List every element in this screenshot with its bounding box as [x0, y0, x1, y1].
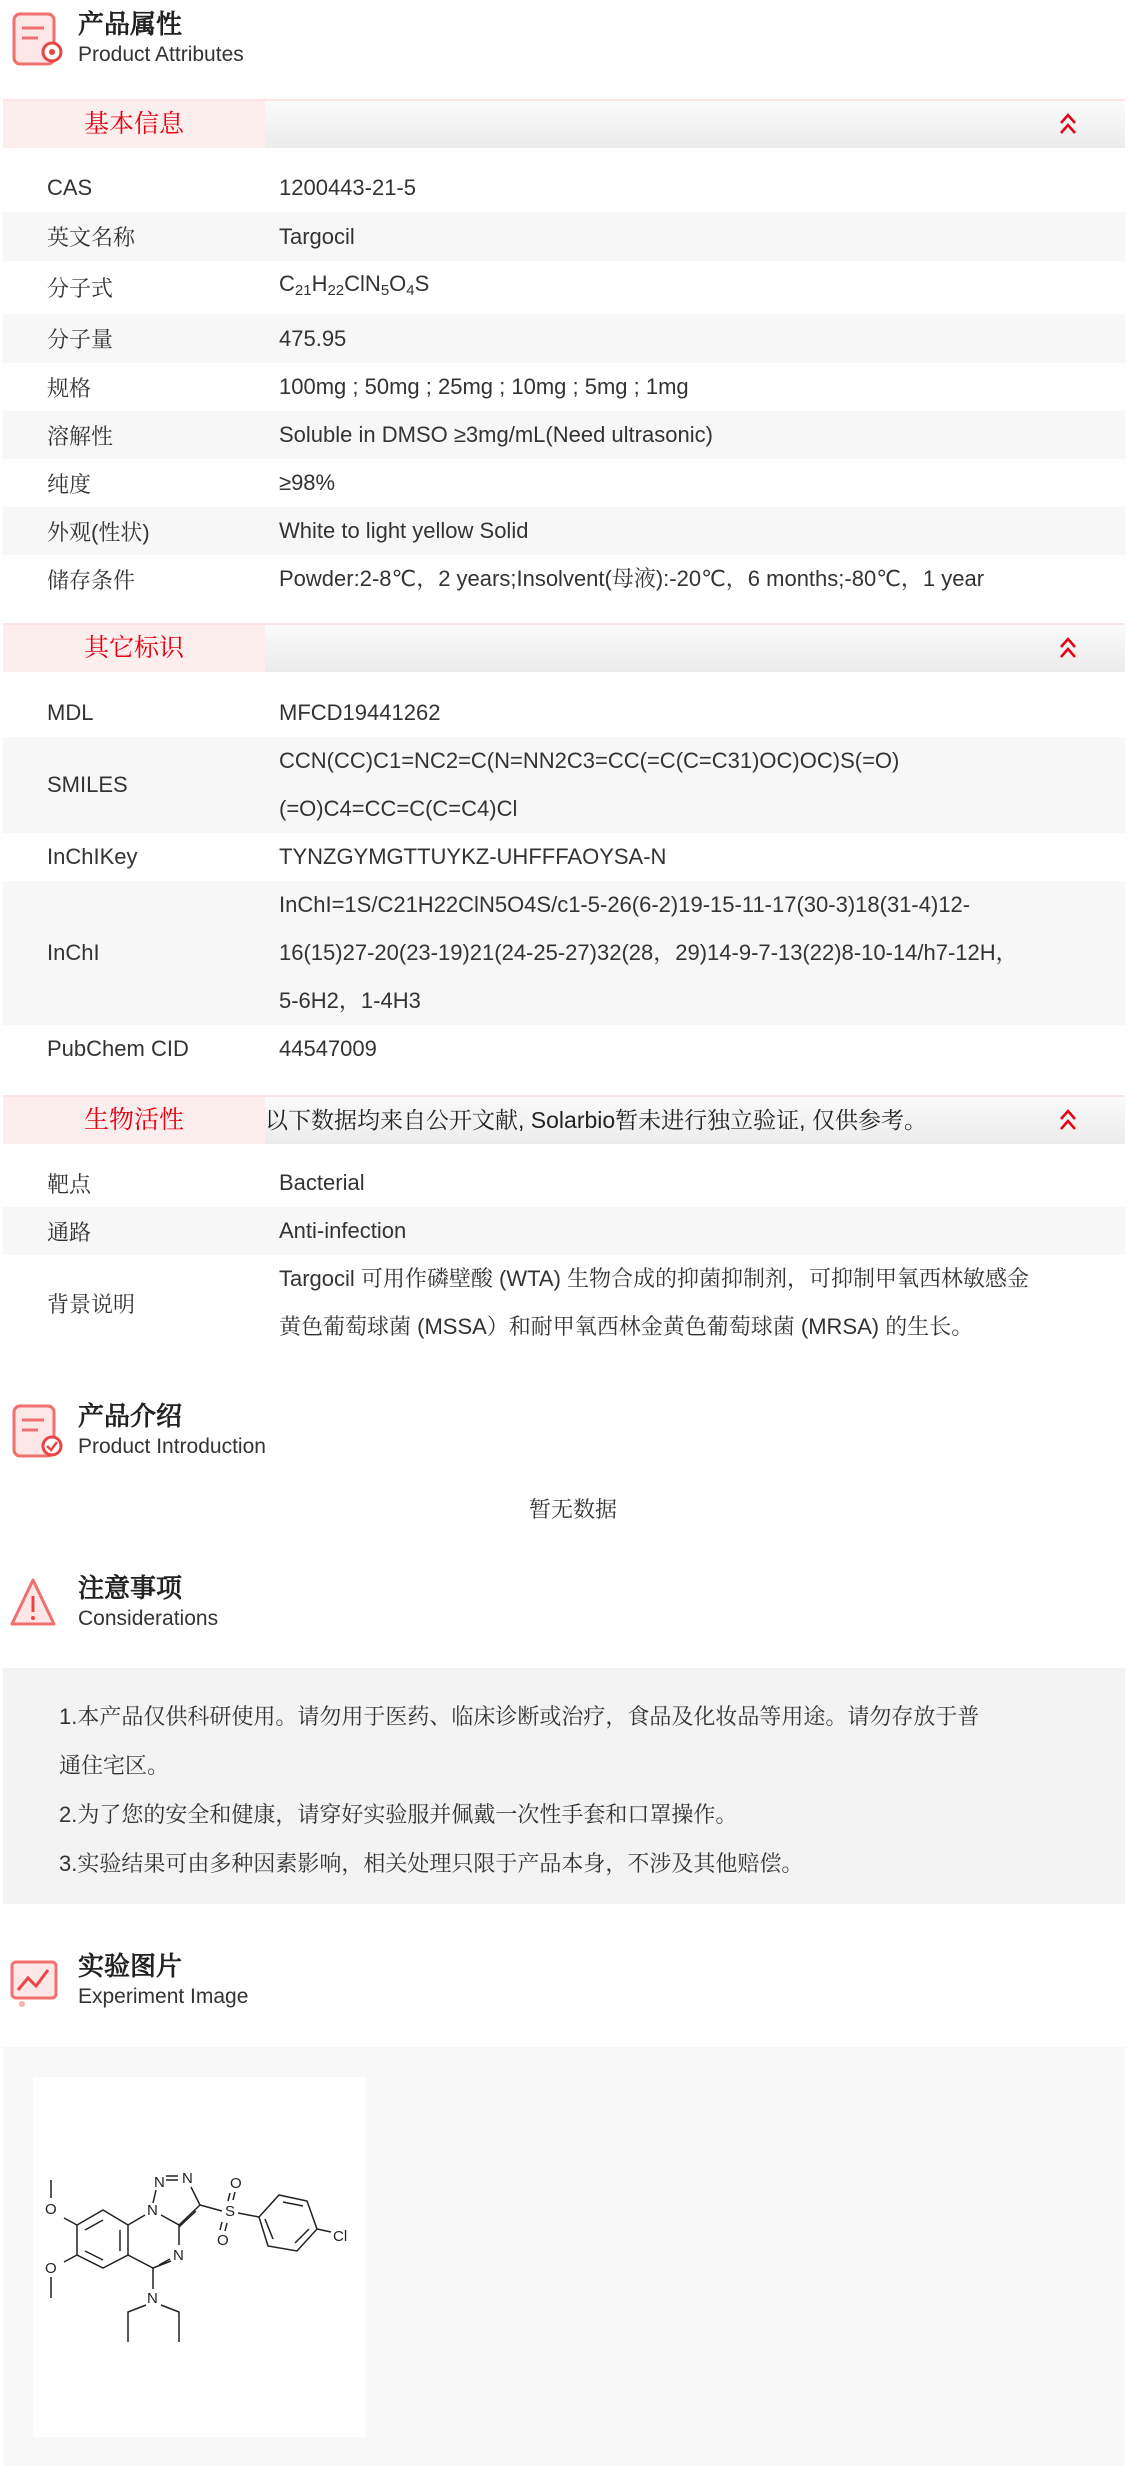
table-row — [3, 881, 1125, 1025]
table-row — [3, 833, 1125, 881]
row-label: 背景说明 — [47, 1291, 136, 1317]
no-data-text: 暂无数据 — [528, 1497, 617, 1522]
table-row — [3, 411, 1125, 459]
value-line: 100mg ; 50mg ; 25mg ; 10mg ; 5mg ; 1mg — [279, 374, 689, 399]
formula-part: ClN — [344, 271, 381, 296]
row-label: 英文名称 — [47, 225, 136, 250]
row-value — [279, 363, 1119, 411]
table-row — [3, 363, 1125, 411]
row-label: MDL — [47, 700, 94, 725]
atom-label: O — [217, 2232, 229, 2249]
section-title: 产品介绍 — [78, 1401, 183, 1431]
value-line: 黄色葡萄球菌 (MSSA）和耐甲氧西林金黄色葡萄球菌 (MRSA) 的生长。 — [279, 1314, 974, 1339]
table-row — [3, 314, 1125, 363]
row-label: CAS — [47, 174, 93, 200]
row-value — [279, 1159, 1119, 1207]
row-label: SMILES — [47, 772, 128, 797]
row-value — [279, 459, 1119, 507]
table-row — [3, 261, 1125, 314]
section-title: 实验图片 — [78, 1951, 183, 1981]
bio-activity-bar[interactable] — [3, 1095, 1125, 1144]
table-row — [3, 212, 1125, 261]
row-value — [279, 163, 1119, 212]
section-subtitle: Experiment Image — [78, 1985, 249, 2008]
row-value — [279, 555, 1119, 603]
value-line: ≥98% — [279, 470, 336, 495]
row-value — [279, 1207, 1119, 1255]
consideration-line: 1.本产品仅供科研使用。请勿用于医药、临床诊断或治疗，食品及化妆品等用途。请勿存放于普 — [59, 1704, 980, 1729]
value-line: 5-6H2，1-4H3 — [279, 988, 421, 1013]
other-identifiers-bar[interactable] — [3, 623, 1125, 672]
collapse-chevron-icon[interactable] — [1057, 111, 1079, 137]
row-value — [279, 261, 1119, 314]
row-value — [279, 833, 1119, 881]
row-value — [279, 507, 1119, 555]
table-row — [3, 1025, 1125, 1073]
row-value — [279, 1255, 1119, 1351]
value-line: CCN(CC)C1=NC2=C(N=NN2C3=CC(=C(C=C31)OC)OC)S(=O) — [279, 748, 900, 773]
document-check-icon — [8, 1400, 68, 1462]
section-subtitle: Product Attributes — [78, 43, 244, 66]
tab-bio-activity[interactable]: 生物活性 — [3, 1097, 265, 1144]
formula-part: O — [389, 271, 407, 296]
row-label: 分子量 — [47, 327, 114, 352]
formula-part: S — [414, 271, 430, 296]
table-row — [3, 507, 1125, 555]
atom-label: N — [182, 2170, 193, 2187]
value-line: MFCD19441262 — [279, 700, 441, 725]
warning-icon — [8, 1572, 68, 1634]
row-label: 靶点 — [47, 1171, 92, 1197]
tab-basic-info[interactable]: 基本信息 — [3, 101, 265, 148]
section-subtitle: Product Introduction — [78, 1435, 266, 1458]
row-label: InChI — [47, 940, 100, 965]
document-gear-icon — [8, 8, 68, 70]
table-row — [3, 689, 1125, 737]
table-row — [3, 459, 1125, 507]
formula-part: C — [279, 271, 295, 296]
value-line: InChI=1S/C21H22ClN5O4S/c1-5-26(6-2)19-15-11-17(30-3)18(31-4)12- — [279, 892, 971, 917]
table-row — [3, 737, 1125, 833]
row-label: 外观(性状) — [47, 519, 150, 545]
collapse-chevron-icon[interactable] — [1057, 635, 1079, 661]
formula-part: 4 — [406, 282, 415, 299]
row-value — [279, 737, 1119, 833]
value-line: Targocil 可用作磷壁酸 (WTA) 生物合成的抑菌抑制剂，可抑制甲氧西林敏感金 — [279, 1266, 1030, 1291]
experiment-image-header — [8, 1950, 608, 2014]
row-label: 规格 — [47, 375, 92, 401]
considerations-header — [8, 1572, 608, 1636]
row-label: InChIKey — [47, 844, 138, 869]
row-label: 储存条件 — [47, 567, 136, 593]
row-value — [279, 411, 1119, 459]
atom-label: N — [147, 2290, 158, 2307]
formula-part: 21 — [294, 282, 312, 299]
value-line: 44547009 — [279, 1036, 377, 1061]
value-line: (=O)C4=CC=C(C=C4)Cl — [279, 796, 518, 821]
row-label: 通路 — [47, 1219, 92, 1245]
value-line: 475.95 — [279, 325, 347, 351]
experiment-image-area — [3, 2047, 1125, 2466]
collapse-chevron-icon[interactable] — [1057, 1107, 1079, 1133]
atom-label: O — [45, 2260, 57, 2277]
atom-label: N — [173, 2247, 184, 2264]
disclaimer-note: 以下数据均来自公开文献, Solarbio暂未进行独立验证, 仅供参考。 — [265, 1107, 927, 1133]
value-line: Bacterial — [279, 1170, 365, 1195]
row-label: 分子式 — [47, 276, 114, 301]
structure-image[interactable] — [33, 2077, 365, 2437]
row-label: 溶解性 — [47, 423, 114, 449]
atom-label: S — [225, 2203, 236, 2220]
table-row — [3, 163, 1125, 212]
product-intro-header — [8, 1400, 608, 1464]
basic-info-bar[interactable] — [3, 99, 1125, 148]
atom-label: O — [45, 2201, 57, 2218]
row-label: PubChem CID — [47, 1036, 189, 1061]
value-line: Anti-infection — [279, 1218, 407, 1243]
value-line: Targocil — [279, 223, 355, 249]
row-value — [279, 881, 1119, 1025]
considerations-box — [3, 1668, 1125, 1904]
formula-part: 22 — [327, 282, 345, 299]
row-value — [279, 689, 1119, 737]
row-value — [279, 212, 1119, 261]
value-line: White to light yellow Solid — [279, 518, 529, 543]
value-line: 16(15)27-20(23-19)21(24-25-27)32(28，29)14-9-7-13(22)8-10-14/h7-12H， — [279, 940, 1018, 965]
table-row — [3, 1207, 1125, 1255]
tab-other-identifiers[interactable]: 其它标识 — [3, 625, 265, 672]
row-value — [279, 314, 1119, 363]
atom-label: N — [147, 2202, 158, 2219]
table-row — [3, 1159, 1125, 1207]
chemical-structure — [33, 2077, 365, 2437]
value-line: 1200443-21-5 — [279, 174, 417, 200]
section-subtitle: Considerations — [78, 1607, 219, 1630]
row-label: 纯度 — [47, 471, 92, 497]
value-line: TYNZGYMGTTUYKZ-UHFFFAOYSA-N — [279, 844, 667, 869]
table-row — [3, 555, 1125, 603]
value-line: Powder:2-8℃，2 years;Insolvent(母液):-20℃，6 months;-80℃，1 year — [279, 566, 985, 591]
section-title: 注意事项 — [78, 1573, 183, 1603]
molecular-formula — [279, 260, 1119, 315]
consideration-line: 通住宅区。 — [59, 1753, 170, 1778]
row-value — [279, 1025, 1119, 1073]
product-attributes-header — [8, 8, 608, 72]
table-row — [3, 1255, 1125, 1351]
atom-label: Cl — [333, 2228, 348, 2245]
formula-part: H — [311, 271, 328, 296]
consideration-line: 2.为了您的安全和健康，请穿好实验服并佩戴一次性手套和口罩操作。 — [59, 1802, 738, 1827]
atom-label: N — [154, 2174, 165, 2191]
value-line: Soluble in DMSO ≥3mg/mL(Need ultrasonic) — [279, 422, 713, 447]
atom-label: O — [230, 2175, 242, 2192]
image-chart-icon — [8, 1950, 68, 2012]
section-title: 产品属性 — [78, 9, 183, 39]
consideration-line: 3.实验结果可由多种因素影响，相关处理只限于产品本身，不涉及其他赔偿。 — [59, 1851, 804, 1876]
formula-part: 5 — [380, 282, 390, 299]
